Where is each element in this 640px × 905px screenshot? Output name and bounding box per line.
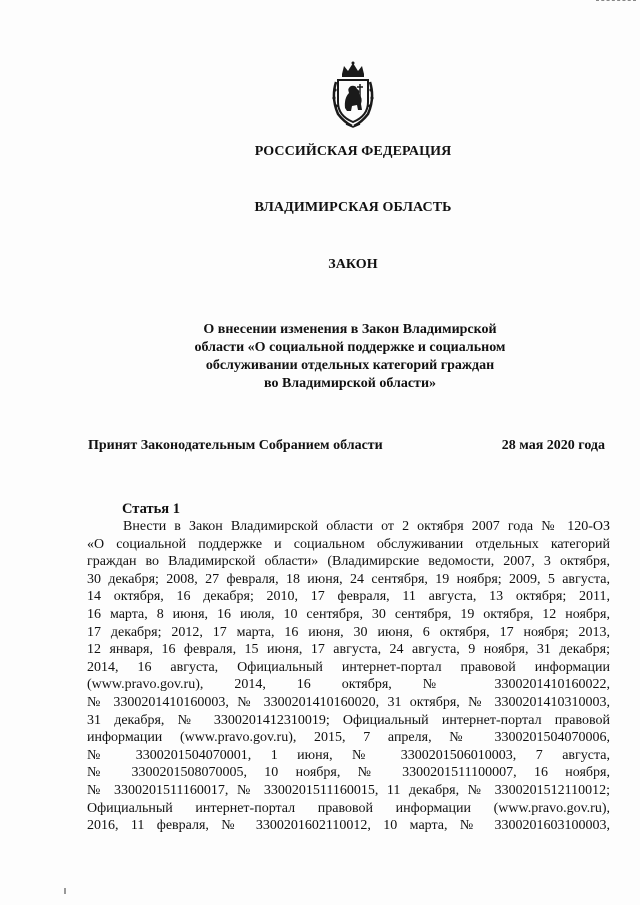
body-line: 30 декабря; 2008, 27 февраля, 18 июня, 24 сентября, 19 ноября; 2009, 5 августа, bbox=[87, 571, 610, 587]
law-title-line: О внесении изменения в Закон Владимирской bbox=[203, 322, 497, 337]
body-line: № 3300201504070001, 1 июня, № 3300201506010003, 7 августа, bbox=[87, 747, 610, 763]
body-line: 17 декабря; 2012, 17 марта, 16 июня, 30 июня, 6 октября, 17 ноября; 2013, bbox=[87, 624, 610, 640]
body-line: «О социальной поддержке и социальном обслуживании отдельных категорий bbox=[87, 536, 610, 552]
body-line: Внести в Закон Владимирской области от 2 октября 2007 года № 120-ОЗ bbox=[123, 519, 610, 534]
law-title-line: во Владимирской области» bbox=[263, 376, 437, 391]
coat-of-arms-icon bbox=[330, 60, 376, 128]
body-line: (www.pravo.gov.ru), 2014, 16 октября, № 3300201410160022, bbox=[87, 677, 610, 693]
law-title-line: обслуживании отдельных категорий граждан bbox=[205, 358, 495, 373]
body-line: 16 марта, 8 июня, 16 июля, 10 сентября, 30 сентября, 19 октября, 12 ноября, bbox=[87, 606, 610, 622]
scan-corner-mark bbox=[596, 0, 636, 4]
body-line: Официальный интернет-портал правовой информации (www.pravo.gov.ru), bbox=[87, 800, 610, 816]
scan-margin-mark bbox=[64, 888, 66, 894]
law-title-line: области «О социальной поддержке и социальном bbox=[194, 340, 506, 355]
law-title bbox=[150, 321, 550, 393]
body-line: 2016, 11 февраля, № 3300201602110012, 10 марта, № 3300201603100003, bbox=[87, 818, 610, 834]
article-heading: Статья 1 bbox=[122, 501, 180, 517]
body-line: граждан во Владимирской области» (Владимирские ведомости, 2007, 3 октября, bbox=[87, 554, 610, 570]
body-line: 31 декабря, № 3300201412310019; Официальный интернет-портал правовой bbox=[87, 712, 610, 728]
body-line: 14 октября, 16 декабря; 2010, 17 февраля, 11 августа, 13 октября; 2011, bbox=[87, 589, 610, 605]
adopted-by: Принят Законодательным Собранием области bbox=[88, 438, 383, 453]
body-line: информации (www.pravo.gov.ru), 2015, 7 апреля, № 3300201504070006, bbox=[87, 730, 610, 746]
article-body bbox=[87, 518, 610, 835]
country-heading: РОССИЙСКАЯ ФЕДЕРАЦИЯ bbox=[254, 144, 452, 159]
body-line: 12 января, 16 февраля, 15 июня, 17 августа, 24 августа, 9 ноября, 31 декабря; bbox=[87, 642, 610, 658]
body-line: № 3300201508070005, 10 ноября, № 3300201511100007, 16 ноября, bbox=[87, 765, 610, 781]
body-line: № 3300201511160017, № 3300201511160015, 11 декабря, № 3300201512110012; bbox=[87, 782, 610, 798]
region-heading: ВЛАДИМИРСКАЯ ОБЛАСТЬ bbox=[254, 200, 452, 215]
law-heading: ЗАКОН bbox=[328, 257, 378, 272]
adoption-line bbox=[88, 438, 605, 454]
adopted-date: 28 мая 2020 года bbox=[501, 438, 605, 453]
body-line: 2014, 16 августа, Официальный интернет-портал правовой информации bbox=[87, 659, 610, 675]
body-line: № 3300201410160003, № 3300201410160020, 31 октября, № 3300201410310003, bbox=[87, 694, 610, 710]
